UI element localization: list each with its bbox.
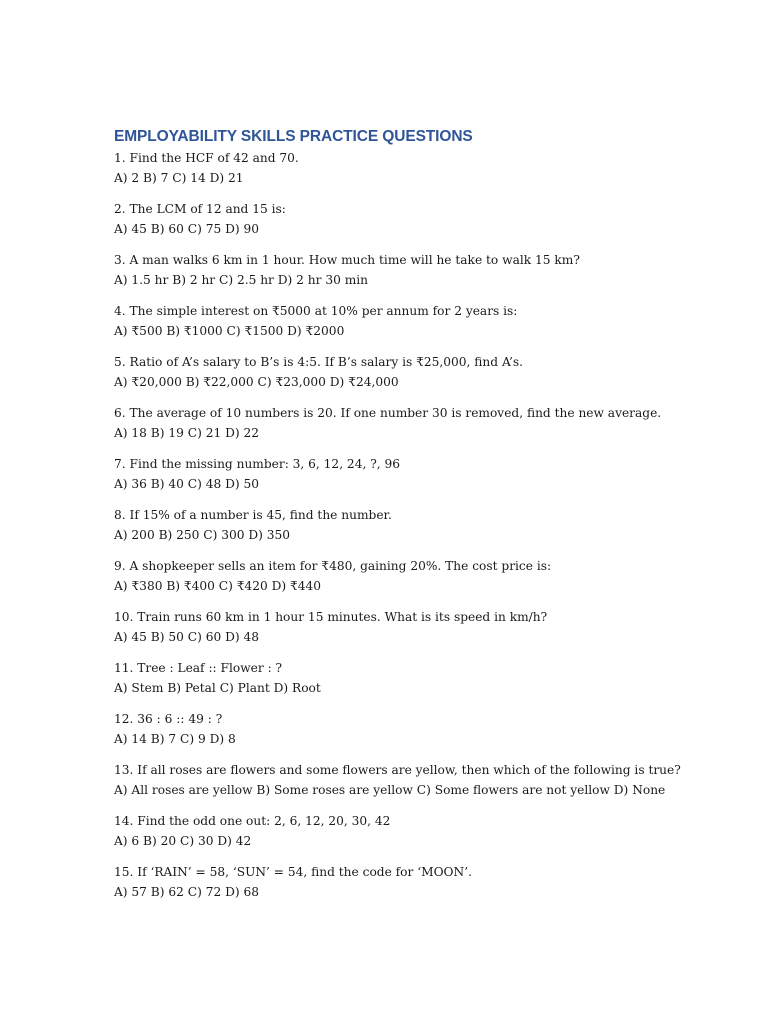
question-item [114,251,734,290]
question-options: A) Stem B) Petal C) Plant D) Root [114,680,321,695]
question-item [114,149,734,188]
question-item [114,506,734,545]
question-item [114,761,734,800]
question-text: 5. Ratio of A’s salary to B’s is 4:5. If B’s salary is ₹25,000, find A’s. [114,355,523,369]
question-options: A) 36 B) 40 C) 48 D) 50 [114,476,260,491]
question-options: A) 45 B) 50 C) 60 D) 48 [114,629,260,644]
question-options: A) All roses are yellow B) Some roses are yellow C) Some flowers are not yellow D) None [114,782,666,797]
question-text: 12. 36 : 6 :: 49 : ? [114,712,223,726]
question-item [114,200,734,239]
question-text: 4. The simple interest on ₹5000 at 10% per annum for 2 years is: [114,304,518,318]
question-text: 3. A man walks 6 km in 1 hour. How much time will he take to walk 15 km? [114,253,580,267]
question-options: A) 200 B) 250 C) 300 D) 350 [114,527,291,542]
question-text: 2. The LCM of 12 and 15 is: [114,202,286,216]
question-text: 11. Tree : Leaf :: Flower : ? [114,661,283,675]
question-text: 14. Find the odd one out: 2, 6, 12, 20, 30, 42 [114,814,391,828]
question-text: 7. Find the missing number: 3, 6, 12, 24, ?, 96 [114,457,400,471]
question-options: A) ₹20,000 B) ₹22,000 C) ₹23,000 D) ₹24,000 [114,374,399,389]
page-title: EMPLOYABILITY SKILLS PRACTICE QUESTIONS [114,128,473,145]
question-options: A) ₹380 B) ₹400 C) ₹420 D) ₹440 [114,578,322,593]
question-text: 1. Find the HCF of 42 and 70. [114,151,299,165]
question-text: 15. If ‘RAIN’ = 58, ‘SUN’ = 54, find the code for ‘MOON’. [114,865,472,879]
question-item [114,557,734,596]
question-item [114,353,734,392]
question-item [114,710,734,749]
question-text: 6. The average of 10 numbers is 20. If one number 30 is removed, find the new average. [114,406,662,420]
question-text: 8. If 15% of a number is 45, find the number. [114,508,392,522]
question-options: A) 6 B) 20 C) 30 D) 42 [114,833,252,848]
question-item [114,863,734,902]
question-text: 10. Train runs 60 km in 1 hour 15 minutes. What is its speed in km/h? [114,610,548,624]
question-list [114,149,734,902]
question-options: A) 45 B) 60 C) 75 D) 90 [114,221,260,236]
question-options: A) 14 B) 7 C) 9 D) 8 [114,731,236,746]
question-item [114,404,734,443]
question-options: A) ₹500 B) ₹1000 C) ₹1500 D) ₹2000 [114,323,345,338]
question-item [114,302,734,341]
question-text: 13. If all roses are flowers and some flowers are yellow, then which of the following is true? [114,763,681,777]
question-options: A) 57 B) 62 C) 72 D) 68 [114,884,260,899]
document-page [114,127,734,914]
question-item [114,455,734,494]
question-text: 9. A shopkeeper sells an item for ₹480, gaining 20%. The cost price is: [114,559,552,573]
question-item [114,812,734,851]
question-item [114,659,734,698]
question-options: A) 18 B) 19 C) 21 D) 22 [114,425,260,440]
question-options: A) 2 B) 7 C) 14 D) 21 [114,170,244,185]
question-item [114,608,734,647]
question-options: A) 1.5 hr B) 2 hr C) 2.5 hr D) 2 hr 30 min [114,272,369,287]
